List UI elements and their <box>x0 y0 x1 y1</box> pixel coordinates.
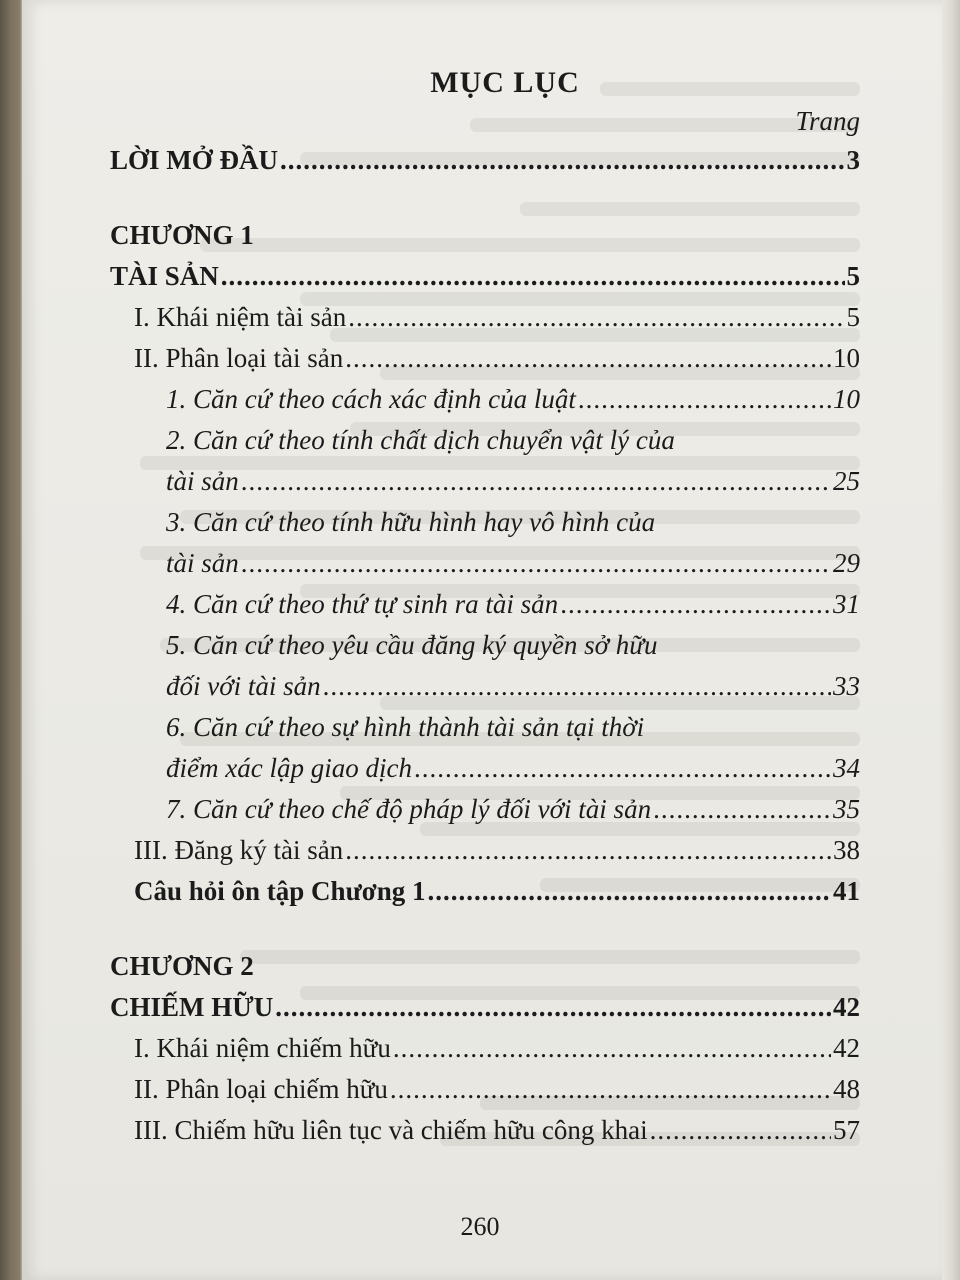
toc-entry-label: III. Chiếm hữu liên tục và chiếm hữu công khai <box>134 1115 648 1145</box>
toc-entry-label: CHIẾM HỮU <box>110 992 274 1022</box>
toc-entry-page: 42 <box>833 1033 860 1063</box>
dot-leader <box>393 1028 831 1069</box>
dot-leader <box>280 140 845 181</box>
dot-leader <box>414 748 831 789</box>
toc-entry-page: 33 <box>833 671 860 701</box>
page-number: 260 <box>460 1212 500 1241</box>
chapter-1-title <box>110 256 860 297</box>
dot-leader <box>221 256 845 297</box>
toc-subentry <box>110 379 860 420</box>
toc-entry-page: 38 <box>833 835 860 865</box>
chapter-2-heading: CHƯƠNG 2 <box>110 951 254 981</box>
toc-entry-page: 31 <box>833 589 860 619</box>
toc-entry-label: 1. Căn cứ theo cách xác định của luật <box>166 384 576 414</box>
toc-subentry-line1: 5. Căn cứ theo yêu cầu đăng ký quyền sở hữu <box>166 630 658 660</box>
toc-entry-page: 29 <box>833 548 860 578</box>
toc-entry-label: I. Khái niệm chiếm hữu <box>134 1033 391 1063</box>
toc-entry-intro <box>110 140 860 181</box>
toc-entry-review <box>110 871 860 912</box>
toc-entry-label: điểm xác lập giao dịch <box>166 753 412 783</box>
toc-entry-page: 57 <box>833 1115 860 1145</box>
toc-entry <box>110 297 860 338</box>
dot-leader <box>428 871 832 912</box>
toc-entry-label: tài sản <box>166 466 239 496</box>
toc-entry-label: LỜI MỞ ĐẦU <box>110 145 278 175</box>
toc-entry-page: 41 <box>833 876 860 906</box>
toc-entry-page: 35 <box>833 794 860 824</box>
toc-subentry <box>110 543 860 584</box>
toc-subentry <box>110 666 860 707</box>
toc-subentry-line1: 6. Căn cứ theo sự hình thành tài sản tại thời <box>166 712 645 742</box>
dot-leader <box>653 789 831 830</box>
toc-entry-label: TÀI SẢN <box>110 261 219 291</box>
toc-entry-label: tài sản <box>166 548 239 578</box>
toc-entry-label: I. Khái niệm tài sản <box>134 302 347 332</box>
toc-entry-label: II. Phân loại tài sản <box>134 343 344 373</box>
page-column-label: Trang <box>795 106 860 136</box>
toc-subentry <box>110 461 860 502</box>
toc-entry-page: 25 <box>833 466 860 496</box>
dot-leader <box>275 987 831 1028</box>
toc-entry-page: 5 <box>846 302 860 332</box>
toc-entry-page: 10 <box>833 384 860 414</box>
toc-subentry <box>110 584 860 625</box>
page-edge <box>942 0 960 1280</box>
toc-entry-label: II. Phân loại chiếm hữu <box>134 1074 388 1104</box>
toc-entry-page: 34 <box>833 753 860 783</box>
toc-entry-page: 48 <box>833 1074 860 1104</box>
dot-leader <box>560 584 831 625</box>
toc-entry-page: 42 <box>833 992 860 1022</box>
toc-entry <box>110 1028 860 1069</box>
toc-title: MỤC LỤC <box>430 66 580 99</box>
toc-entry-label: Câu hỏi ôn tập Chương 1 <box>134 876 426 906</box>
toc-subentry <box>110 748 860 789</box>
toc-subentry-line1: 3. Căn cứ theo tính hữu hình hay vô hình của <box>166 507 656 537</box>
toc-entry-page: 5 <box>846 261 860 291</box>
toc-entry-page: 10 <box>833 343 860 373</box>
toc-entry-label: đối với tài sản <box>166 671 321 701</box>
toc-entry-label: 4. Căn cứ theo thứ tự sinh ra tài sản <box>166 589 559 619</box>
chapter-2-title <box>110 987 860 1028</box>
toc-subentry <box>110 789 860 830</box>
dot-leader <box>345 338 831 379</box>
toc-subentry-line1: 2. Căn cứ theo tính chất dịch chuyển vật lý của <box>166 425 675 455</box>
dot-leader <box>241 461 831 502</box>
toc-entry-label: 7. Căn cứ theo chế độ pháp lý đối với tài sản <box>166 794 652 824</box>
dot-leader <box>578 379 831 420</box>
dot-leader <box>390 1069 831 1110</box>
dot-leader <box>345 830 831 871</box>
dot-leader <box>323 666 831 707</box>
toc-entry <box>110 338 860 379</box>
dot-leader <box>650 1110 831 1151</box>
dot-leader <box>348 297 844 338</box>
dot-leader <box>241 543 831 584</box>
toc-entry-page: 3 <box>846 145 860 175</box>
table-of-contents <box>110 60 860 1151</box>
toc-entry <box>110 830 860 871</box>
toc-entry-label: III. Đăng ký tài sản <box>134 835 344 865</box>
toc-entry <box>110 1110 860 1151</box>
toc-entry <box>110 1069 860 1110</box>
chapter-1-heading: CHƯƠNG 1 <box>110 220 254 250</box>
